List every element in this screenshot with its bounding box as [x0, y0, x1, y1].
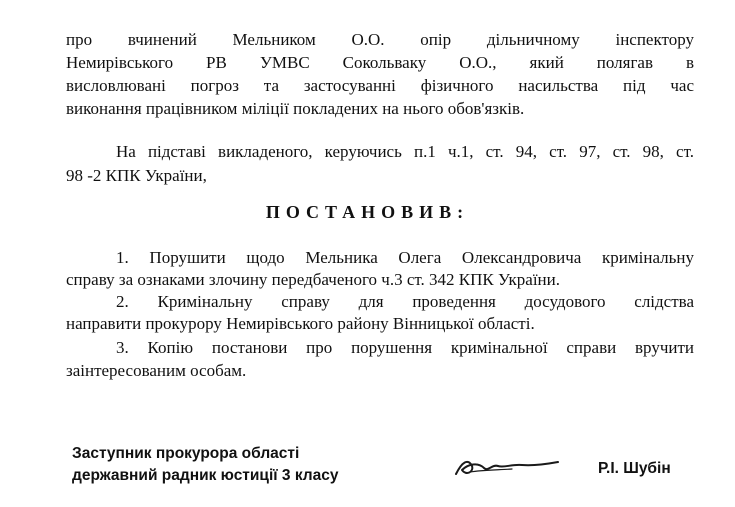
signatory-position-line-2: державний радник юстиції 3 класу: [72, 467, 339, 484]
decision-heading: ПОСТАНОВИВ:: [265, 202, 470, 222]
handwritten-signature: [452, 452, 562, 482]
decision-2-line-1: 2. Кримінальну справу для проведення досудового слідства: [116, 292, 694, 311]
intro-line-1: про вчинений Мельником О.О. опір дільничному інспектору: [66, 30, 694, 49]
signatory-name: Р.І. Шубін: [598, 460, 671, 477]
basis-line-2: 98 -2 КПК України,: [66, 166, 207, 185]
decision-2-line-2: направити прокурору Немирівського району Вінницької області.: [66, 314, 535, 333]
decision-3-line-2: заінтересованим особам.: [66, 361, 247, 380]
intro-line-3: висловлювані погроз та застосуванні фізичного насильства під час: [66, 76, 694, 95]
decision-1-line-1: 1. Порушити щодо Мельника Олега Олександровича кримінальну: [116, 248, 694, 267]
decision-1-line-2: справу за ознаками злочину передбаченого ч.3 ст. 342 КПК України.: [66, 270, 560, 289]
intro-line-4: виконання працівником міліції покладених на нього обов'язків.: [66, 99, 525, 118]
signatory-position-line-1: Заступник прокурора області: [72, 445, 300, 462]
intro-line-2: Немирівського РВ УМВС Сокольваку О.О., який полягав в: [66, 53, 694, 72]
decision-3-line-1: 3. Копію постанови про порушення кримінальної справи вручити: [116, 338, 694, 357]
basis-line-1: На підставі викладеного, керуючись п.1 ч.1, ст. 94, ст. 97, ст. 98, ст.: [116, 142, 694, 161]
